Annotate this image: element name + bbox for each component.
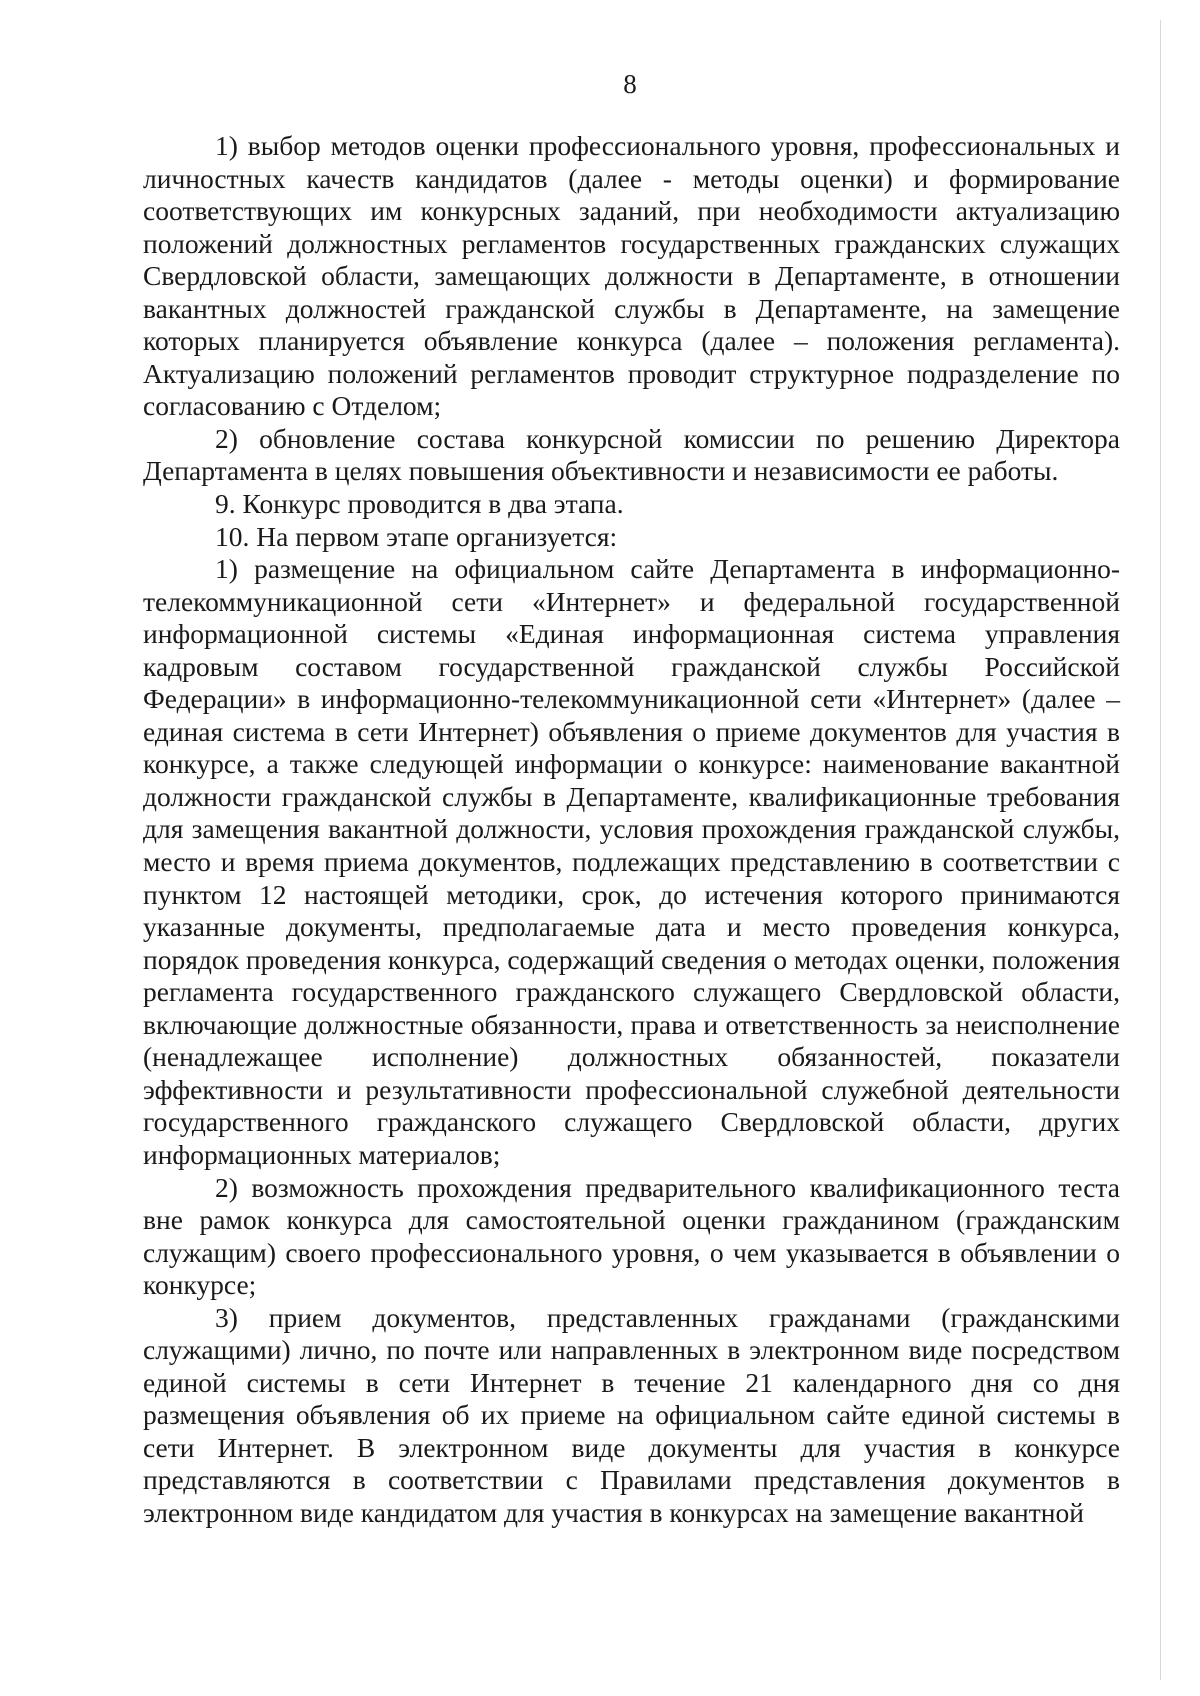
page-number: 8: [623, 69, 637, 99]
paragraph-methods-selection: 1) выбор методов оценки профессионального уровня, профессиональных и личностных качеств кандидатов (далее - методы оценки) и формирование соответствующих им конкурсных заданий, при необходимости актуализацию положений должностных регламентов государственных гражданских служащих Свердловской области, замещающих должности в Департаменте, в отношении вакантных должностей гражданской службы в Департаменте, на замещение которых планируется объявление конкурса (далее – положения регламента). Актуализацию положений регламентов проводит структурное подразделение по согласованию с Отделом;: [143, 130, 1120, 422]
paragraph-item-10: 10. На первом этапе организуется:: [215, 520, 618, 552]
paragraph-commission-update: 2) обновление состава конкурсной комиссии по решению Директора Департамента в целях повышения объективности и независимости ее работы.: [143, 422, 1120, 487]
paragraph-document-reception: 3) прием документов, представленных гражданами (гражданскими служащими) лично, по почте или направленных в электронном виде посредством единой системы в сети Интернет в течение 21 календарного дня со дня размещения объявления об их приеме на официальном сайте единой системы в сети Интернет. В электронном виде документы для участия в конкурсе представляются в соответствии с Правилами представления документов в электронном виде кандидатом для участия в конкурсах на замещение вакантной: [143, 1301, 1120, 1528]
page-edge-line: [1160, 20, 1161, 1680]
paragraph-item-9: 9. Конкурс проводится в два этапа.: [215, 488, 624, 520]
paragraph-announcement: 1) размещение на официальном сайте Департамента в информационно-телекоммуникационной сети «Интернет» и федеральной государственной информационной системы «Единая информационная система управления кадровым составом государственной гражданской службы Российской Федерации» в информационно-телекоммуникационной сети «Интернет» (далее – единая система в сети Интернет) объявления о приеме документов для участия в конкурсе, а также следующей информации о конкурсе: наименование вакантной должности гражданской службы в Департаменте, квалификационные требования для замещения вакантной должности, условия прохождения гражданской службы, место и время приема документов, подлежащих представлению в соответствии с пунктом 12 настоящей методики, срок, до истечения которого принимаются указанные документы, предполагаемые дата и место проведения конкурса, порядок проведения конкурса, содержащий сведения о методах оценки, положения регламента государственного гражданского служащего Свердловской области, включающие должностные обязанности, права и ответственность за неисполнение (ненадлежащее исполнение) должностных обязанностей, показатели эффективности и результативности профессиональной служебной деятельности государственного гражданского служащего Свердловской области, других информационных материалов;: [143, 553, 1120, 1170]
document-body: [143, 130, 1120, 1530]
paragraph-qualification-test: 2) возможность прохождения предварительного квалификационного теста вне рамок конкурса для самостоятельной оценки гражданином (гражданским служащим) своего профессионального уровня, о чем указывается в объявлении о конкурсе;: [143, 1171, 1120, 1301]
